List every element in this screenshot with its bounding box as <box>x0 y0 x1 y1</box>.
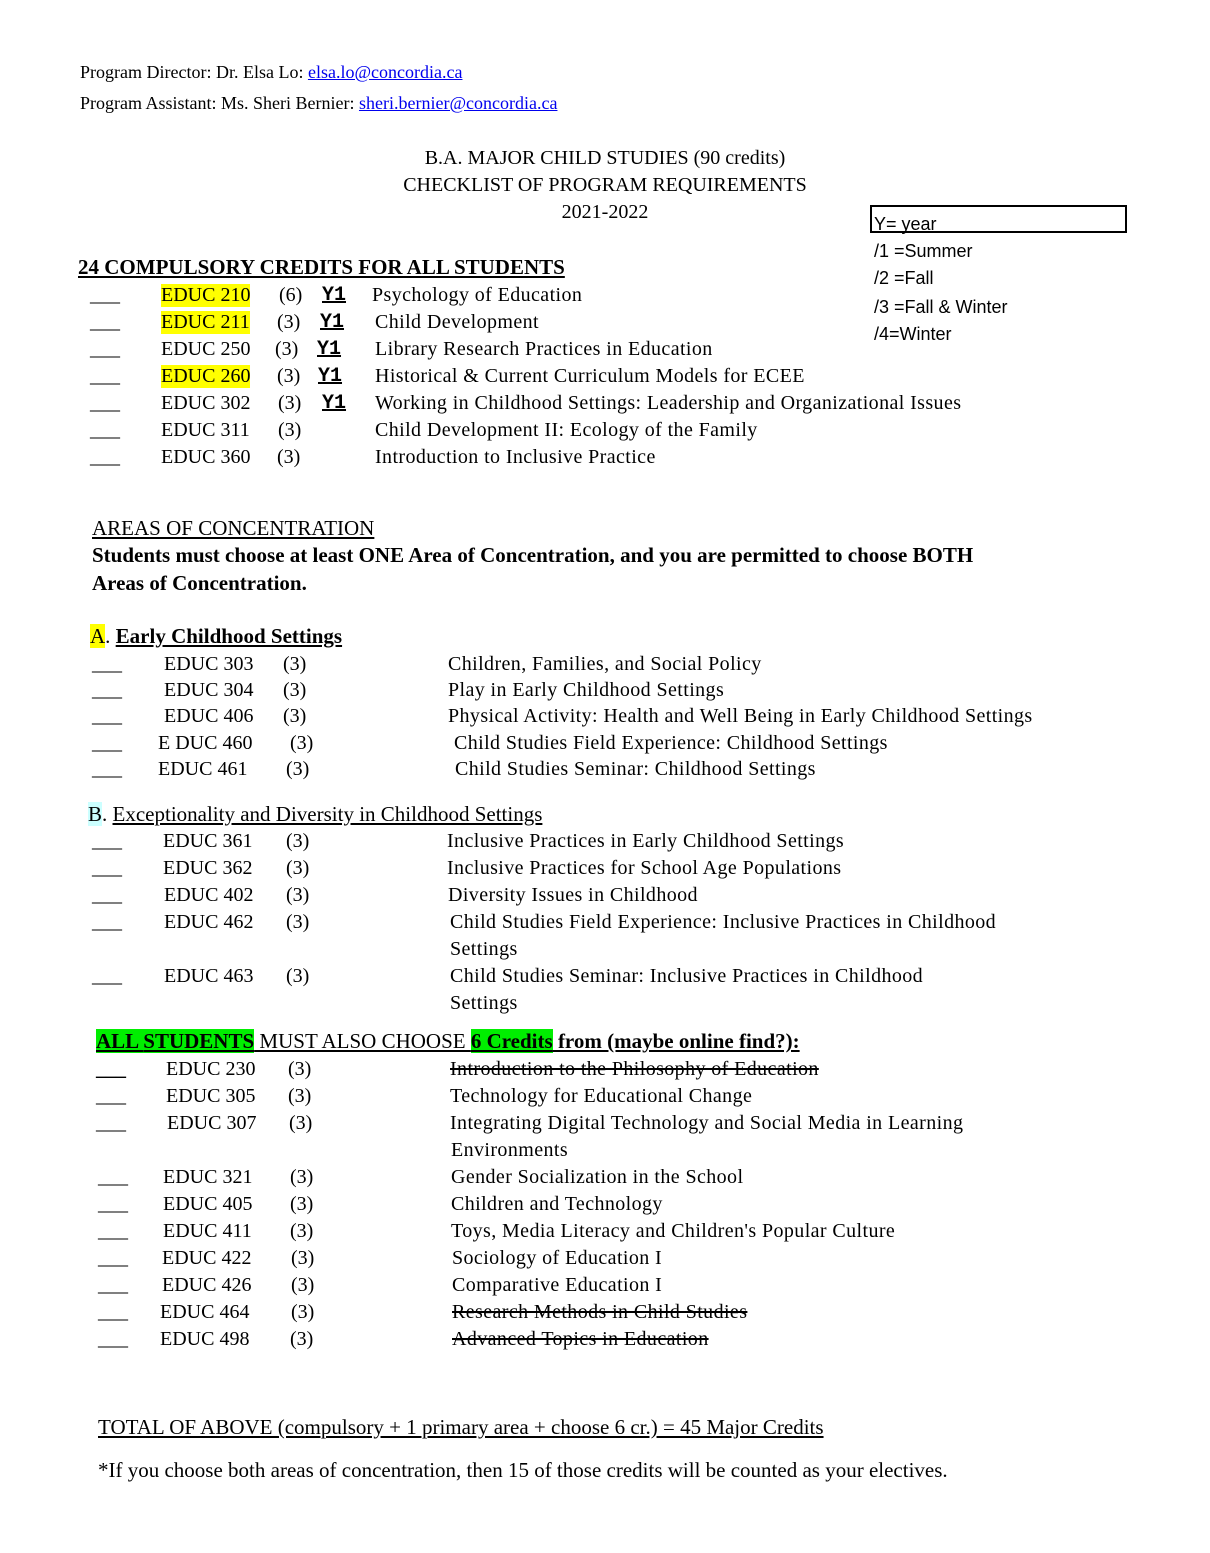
course-credits: (3) <box>290 1220 314 1242</box>
legend-box <box>870 205 1127 233</box>
course-title: Child Development <box>375 311 539 333</box>
program-director-line <box>80 62 462 83</box>
checkbox-blank[interactable]: ___ <box>90 365 120 387</box>
course-title-continued: Settings <box>450 992 518 1014</box>
course-code: EDUC 361 <box>163 830 253 852</box>
area-a-heading: A. Early Childhood Settings <box>90 624 343 648</box>
checkbox-blank[interactable]: ___ <box>90 338 120 360</box>
program-assistant-label: Program Assistant: Ms. Sheri Bernier: <box>80 93 359 113</box>
checkbox-blank[interactable]: ___ <box>92 965 122 987</box>
course-title: Play in Early Childhood Settings <box>448 679 725 701</box>
course-credits: (3) <box>286 830 310 852</box>
course-title: Introduction to Inclusive Practice <box>375 446 656 468</box>
course-code: EDUC 302 <box>161 392 251 414</box>
legend-item: /4=Winter <box>874 324 952 344</box>
course-year: Y1 <box>317 338 342 361</box>
course-title: Children, Families, and Social Policy <box>448 653 762 675</box>
electives-heading <box>96 1029 800 1054</box>
course-credits: (3) <box>283 653 307 675</box>
course-code: EDUC 498 <box>160 1328 250 1350</box>
electives-heading-part: from (maybe online find?): <box>552 1029 800 1053</box>
course-credits: (3) <box>286 911 310 933</box>
checkbox-blank[interactable]: ___ <box>90 392 120 414</box>
course-code: EDUC 321 <box>163 1166 253 1188</box>
electives-heading-part: ALL <box>96 1029 144 1053</box>
area-b-letter: B <box>88 802 103 826</box>
course-title: Comparative Education I <box>452 1274 663 1296</box>
electives-heading-part: STUDENTS <box>143 1029 255 1053</box>
course-title: Working in Childhood Settings: Leadership and Organizational Issues <box>375 392 962 414</box>
course-credits: (3) <box>290 732 314 754</box>
course-year: Y1 <box>318 365 343 388</box>
course-code: EDUC 360 <box>161 446 251 468</box>
concentration-note-line2: Areas of Concentration. <box>92 571 307 595</box>
course-title: Physical Activity: Health and Well Being in Early Childhood Settings <box>448 705 1033 727</box>
course-year: Y1 <box>320 311 345 334</box>
checkbox-blank[interactable]: ___ <box>98 1247 128 1269</box>
checkbox-blank[interactable]: ___ <box>90 284 120 306</box>
course-code: EDUC 303 <box>164 653 254 675</box>
academic-year: 2021-2022 <box>561 201 649 223</box>
course-credits: (3) <box>286 758 310 780</box>
checkbox-blank[interactable]: ___ <box>98 1301 128 1323</box>
course-code: EDUC 464 <box>160 1301 250 1323</box>
course-credits: (3) <box>283 705 307 727</box>
course-code: E DUC 460 <box>158 732 253 754</box>
course-credits: (3) <box>277 311 301 333</box>
course-code: EDUC 406 <box>164 705 254 727</box>
checkbox-blank[interactable]: ___ <box>98 1328 128 1350</box>
checkbox-blank[interactable]: ___ <box>92 679 122 701</box>
course-credits: (3) <box>290 1166 314 1188</box>
checkbox-blank[interactable]: ___ <box>96 1085 126 1107</box>
course-title: Historical & Current Curriculum Models for ECEE <box>375 365 805 387</box>
checkbox-blank[interactable]: ___ <box>92 705 122 727</box>
checkbox-blank[interactable]: ___ <box>92 830 122 852</box>
course-code: EDUC 402 <box>164 884 254 906</box>
checkbox-blank[interactable]: ___ <box>96 1112 126 1134</box>
checkbox-blank[interactable]: ___ <box>96 1058 126 1080</box>
course-code: EDUC 461 <box>158 758 248 780</box>
course-credits: (3) <box>277 446 301 468</box>
concentration-heading: AREAS OF CONCENTRATION <box>92 516 375 540</box>
checkbox-blank[interactable]: ___ <box>92 857 122 879</box>
course-title: Child Studies Field Experience: Inclusive Practices in Childhood <box>450 911 997 933</box>
course-credits: (3) <box>288 1085 312 1107</box>
area-a-letter: A <box>90 624 106 648</box>
legend-title: Y= year <box>874 214 937 234</box>
course-code: EDUC 462 <box>164 911 254 933</box>
course-title: Inclusive Practices in Early Childhood Settings <box>447 830 845 852</box>
course-code: EDUC 250 <box>161 338 251 360</box>
legend-item: /1 =Summer <box>874 241 973 261</box>
course-title: Introduction to the Philosophy of Education <box>450 1058 819 1080</box>
course-title-continued: Settings <box>450 938 518 960</box>
checkbox-blank[interactable]: ___ <box>98 1193 128 1215</box>
course-title: Integrating Digital Technology and Social Media in Learning <box>450 1112 964 1134</box>
course-credits: (3) <box>290 1328 314 1350</box>
concentration-note-line1: Students must choose at least ONE Area of Concentration, and you are permitted to choose BOTH <box>92 543 974 567</box>
area-b-heading: B. Exceptionality and Diversity in Childhood Settings <box>88 802 543 826</box>
checkbox-blank[interactable]: ___ <box>98 1220 128 1242</box>
course-code: EDUC 305 <box>166 1085 256 1107</box>
checkbox-blank[interactable]: ___ <box>92 758 122 780</box>
course-credits: (6) <box>279 284 303 306</box>
program-assistant-email-link[interactable]: sheri.bernier@concordia.ca <box>358 93 558 113</box>
course-code: EDUC 260 <box>161 365 251 387</box>
course-code: EDUC 307 <box>167 1112 257 1134</box>
course-code: EDUC 230 <box>166 1058 256 1080</box>
course-credits: (3) <box>286 884 310 906</box>
total-credits-line: TOTAL OF ABOVE (compulsory + 1 primary area + choose 6 cr.) = 45 Major Credits <box>98 1415 824 1439</box>
checkbox-blank[interactable]: ___ <box>98 1166 128 1188</box>
course-title: Children and Technology <box>451 1193 663 1215</box>
course-year: Y1 <box>322 392 347 415</box>
course-code: EDUC 304 <box>164 679 254 701</box>
checkbox-blank[interactable]: ___ <box>92 884 122 906</box>
area-b-name: Exceptionality and Diversity in Childhood Settings <box>112 802 543 826</box>
course-credits: (3) <box>278 419 302 441</box>
both-areas-note: *If you choose both areas of concentration, then 15 of those credits will be counted as your electives. <box>98 1458 948 1482</box>
course-title: Technology for Educational Change <box>450 1085 753 1107</box>
compulsory-heading: 24 COMPULSORY CREDITS FOR ALL STUDENTS <box>78 255 565 279</box>
course-credits: (3) <box>289 1112 313 1134</box>
checkbox-blank[interactable]: ___ <box>90 311 120 333</box>
course-credits: (3) <box>275 338 299 360</box>
course-credits: (3) <box>286 857 310 879</box>
checkbox-blank[interactable]: ___ <box>92 911 122 933</box>
course-title: Research Methods in Child Studies <box>452 1301 748 1323</box>
course-title: Child Studies Seminar: Childhood Settings <box>455 758 816 780</box>
course-code: EDUC 210 <box>161 284 251 306</box>
course-code: EDUC 362 <box>163 857 253 879</box>
program-assistant-line <box>80 93 557 114</box>
course-code: EDUC 311 <box>161 419 250 441</box>
program-director-email-link[interactable]: elsa.lo@concordia.ca <box>307 62 463 82</box>
electives-heading-part: 6 Credits <box>470 1029 553 1053</box>
course-credits: (3) <box>288 1058 312 1080</box>
course-title: Gender Socialization in the School <box>451 1166 744 1188</box>
area-a-name: Early Childhood Settings <box>115 624 343 648</box>
legend-item: /3 =Fall & Winter <box>874 297 1008 317</box>
checkbox-blank[interactable]: ___ <box>90 446 120 468</box>
course-title: Library Research Practices in Education <box>375 338 713 360</box>
course-title: Advanced Topics in Education <box>452 1328 709 1350</box>
course-title: Child Studies Seminar: Inclusive Practices in Childhood <box>450 965 924 987</box>
course-code: EDUC 422 <box>162 1247 252 1269</box>
course-year: Y1 <box>322 284 347 307</box>
course-credits: (3) <box>283 679 307 701</box>
course-title: Sociology of Education I <box>452 1247 663 1269</box>
course-credits: (3) <box>291 1247 315 1269</box>
course-code: EDUC 411 <box>163 1220 252 1242</box>
checkbox-blank[interactable]: ___ <box>92 653 122 675</box>
course-code: EDUC 405 <box>163 1193 253 1215</box>
course-title: Psychology of Education <box>372 284 583 306</box>
course-credits: (3) <box>286 965 310 987</box>
course-credits: (3) <box>291 1301 315 1323</box>
course-title-continued: Environments <box>451 1139 569 1161</box>
legend-item: /2 =Fall <box>874 268 934 288</box>
course-title: Child Development II: Ecology of the Family <box>375 419 758 441</box>
electives-heading-part: MUST ALSO CHOOSE <box>254 1029 471 1053</box>
program-director-label: Program Director: Dr. Elsa Lo: <box>80 62 308 82</box>
course-credits: (3) <box>278 392 302 414</box>
course-title: Child Studies Field Experience: Childhood Settings <box>454 732 888 754</box>
course-credits: (3) <box>290 1193 314 1215</box>
course-title: Inclusive Practices for School Age Populations <box>447 857 842 879</box>
course-credits: (3) <box>291 1274 315 1296</box>
checkbox-blank[interactable]: ___ <box>90 419 120 441</box>
course-code: EDUC 211 <box>161 311 250 333</box>
program-title: B.A. MAJOR CHILD STUDIES (90 credits) <box>424 147 786 169</box>
checkbox-blank[interactable]: ___ <box>98 1274 128 1296</box>
checkbox-blank[interactable]: ___ <box>92 732 122 754</box>
course-code: EDUC 426 <box>162 1274 252 1296</box>
course-code: EDUC 463 <box>164 965 254 987</box>
course-title: Toys, Media Literacy and Children's Popular Culture <box>451 1220 896 1242</box>
course-credits: (3) <box>277 365 301 387</box>
checklist-title: CHECKLIST OF PROGRAM REQUIREMENTS <box>403 174 807 196</box>
course-title: Diversity Issues in Childhood <box>448 884 698 906</box>
